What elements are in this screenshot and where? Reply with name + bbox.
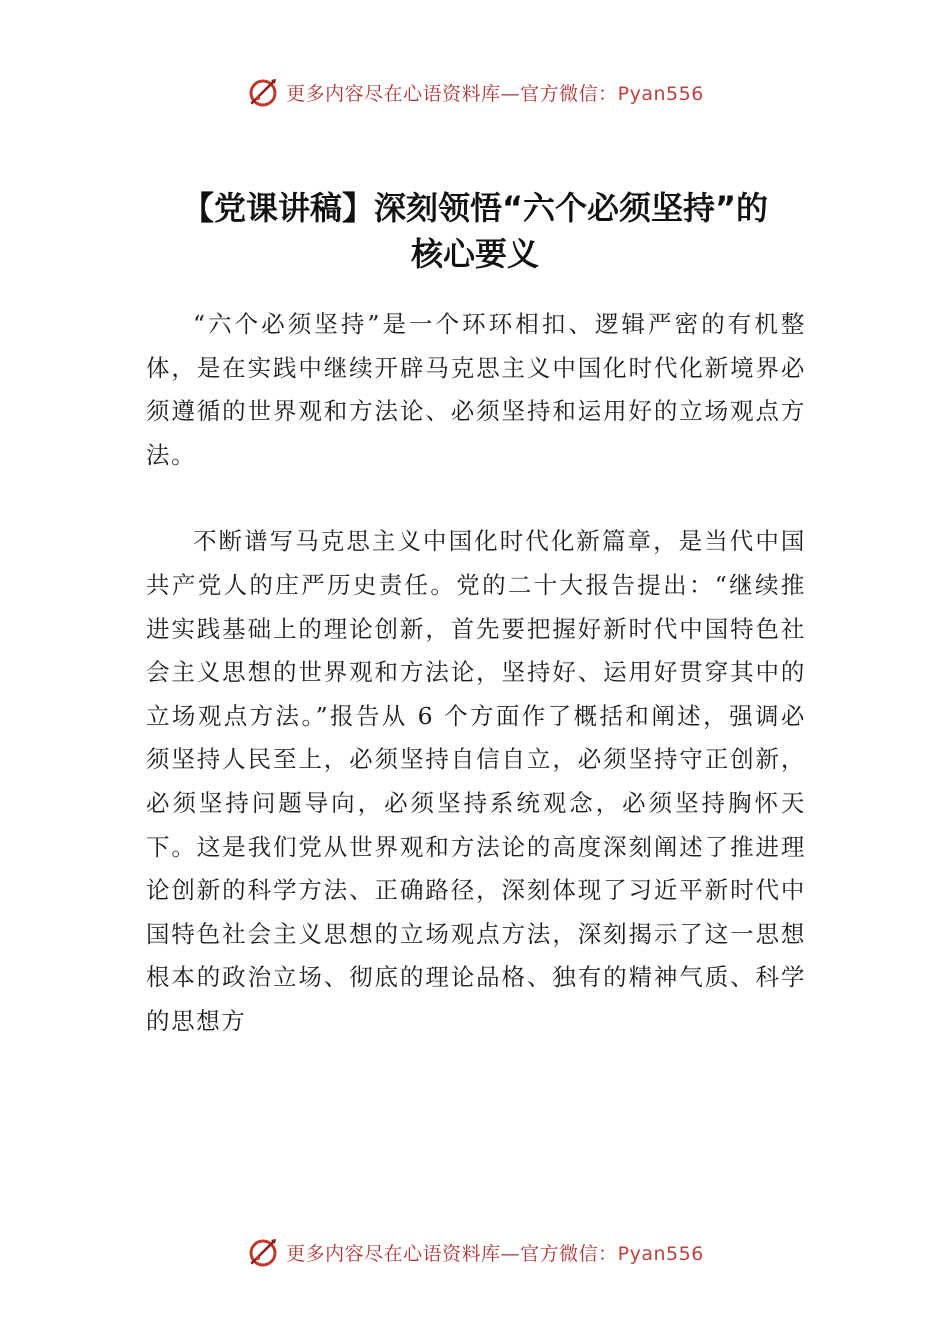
title-line-2: 核心要义 [410,235,539,274]
header-banner-handle: Pyan556 [617,82,704,105]
paragraph-2: 不断谱写马克思主义中国化时代化新篇章，是当代中国共产党人的庄严历史责任。党的二十大报告提出：“继续推进实践基础上的理论创新，首先要把握好新时代中国特色社会主义思想的世界观和方法论，坚持好、运用好贯穿其中的立场观点方法。”报告从 6 个方面作了概括和阐述，强调必须坚持人民至上，必须坚持自信自立，必须坚持守正创新，必须坚持问题导向，必须坚持系统观念，必须坚持胸怀天下。这是我们党从世界观和方法论的高度深刻阐述了推进理论创新的科学方法、正确路径，深刻体现了习近平新时代中国特色社会主义思想的立场观点方法，深刻揭示了这一思想根本的政治立场、彻底的理论品格、独有的精神气质、科学的思想方 [146,527,806,1035]
footer-banner-text [286,1239,704,1266]
title-line-1: 【党课讲稿】深刻领悟“六个必须坚持”的 [181,189,769,228]
document-body [146,303,806,1044]
footer-banner-label: 更多内容尽在心语资料库—官方微信： [286,1242,618,1265]
brush-logo-icon [246,75,280,109]
brush-logo-icon [246,1235,280,1269]
footer-banner [0,1232,950,1272]
footer-banner-handle: Pyan556 [617,1242,704,1265]
document-title [100,185,850,277]
header-banner [0,72,950,112]
header-banner-label: 更多内容尽在心语资料库—官方微信： [286,82,618,105]
header-banner-text [286,79,704,106]
paragraph-1: “六个必须坚持”是一个环环相扣、逻辑严密的有机整体，是在实践中继续开辟马克思主义中国化时代化新境界必须遵循的世界观和方法论、必须坚持和运用好的立场观点方法。 [146,310,806,469]
